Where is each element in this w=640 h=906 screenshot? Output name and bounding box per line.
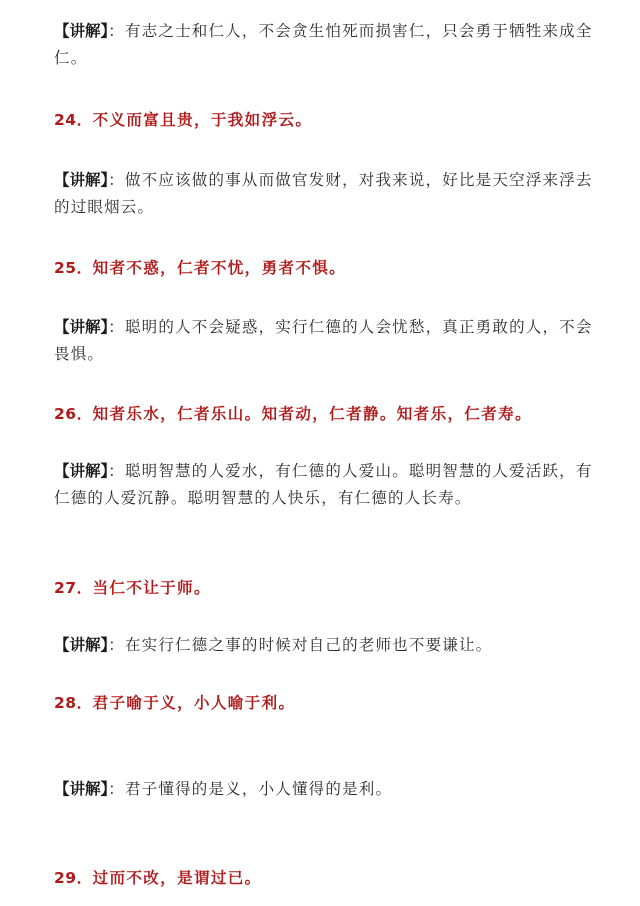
explanation-paragraph — [54, 18, 594, 72]
explanation-text: 君子懂得的是义，小人懂得的是利。 — [124, 780, 393, 798]
quote-text: 知者乐水，仁者乐山。知者动，仁者静。知者乐，仁者寿。 — [92, 405, 532, 423]
quote-text: 知者不惑，仁者不忧，勇者不惧。 — [92, 259, 347, 277]
explanation-tag: 【讲解】 — [54, 780, 109, 798]
analects-quote — [54, 576, 614, 600]
explanation-paragraph — [54, 776, 594, 803]
quote-text: 君子喻于义，小人喻于利。 — [92, 694, 296, 712]
explanation-separator: ： — [108, 318, 125, 336]
explanation-text: 有志之士和仁人，不会贪生怕死而损害仁，只会勇于牺牲来成全仁。 — [54, 22, 593, 67]
explanation-separator: ： — [108, 171, 125, 189]
quote-number: 29． — [54, 869, 93, 887]
explanation-text: 聪明的人不会疑惑，实行仁德的人会忧愁，真正勇敢的人，不会畏惧。 — [54, 318, 593, 363]
explanation-tag: 【讲解】 — [54, 22, 109, 40]
explanation-text: 在实行仁德之事的时候对自己的老师也不要谦让。 — [124, 636, 493, 654]
explanation-tag: 【讲解】 — [54, 171, 109, 189]
quote-number: 27． — [54, 579, 93, 597]
explanation-paragraph — [54, 458, 594, 512]
quote-text: 当仁不让于师。 — [92, 579, 211, 597]
explanation-separator: ： — [108, 462, 125, 480]
explanation-text: 做不应该做的事从而做官发财，对我来说，好比是天空浮来浮去的过眼烟云。 — [54, 171, 593, 216]
explanation-paragraph — [54, 167, 594, 221]
quote-text: 不义而富且贵，于我如浮云。 — [92, 111, 313, 129]
quote-number: 28． — [54, 694, 93, 712]
quote-number: 25． — [54, 259, 93, 277]
explanation-separator: ： — [108, 22, 125, 40]
quote-text: 过而不改，是谓过已。 — [92, 869, 262, 887]
analects-quote — [54, 691, 614, 715]
explanation-tag: 【讲解】 — [54, 318, 109, 336]
explanation-text: 聪明智慧的人爱水，有仁德的人爱山。聪明智慧的人爱活跃，有仁德的人爱沉静。聪明智慧的人快乐，有仁德的人长寿。 — [54, 462, 593, 507]
explanation-paragraph — [54, 314, 594, 368]
explanation-tag: 【讲解】 — [54, 636, 109, 654]
analects-quote — [54, 402, 614, 426]
analects-quote — [54, 866, 614, 890]
explanation-paragraph — [54, 632, 594, 659]
quote-number: 26． — [54, 405, 93, 423]
analects-quote — [54, 108, 614, 132]
analects-quote — [54, 256, 614, 280]
explanation-separator: ： — [108, 636, 125, 654]
explanation-tag: 【讲解】 — [54, 462, 109, 480]
quote-number: 24． — [54, 111, 93, 129]
explanation-separator: ： — [108, 780, 125, 798]
